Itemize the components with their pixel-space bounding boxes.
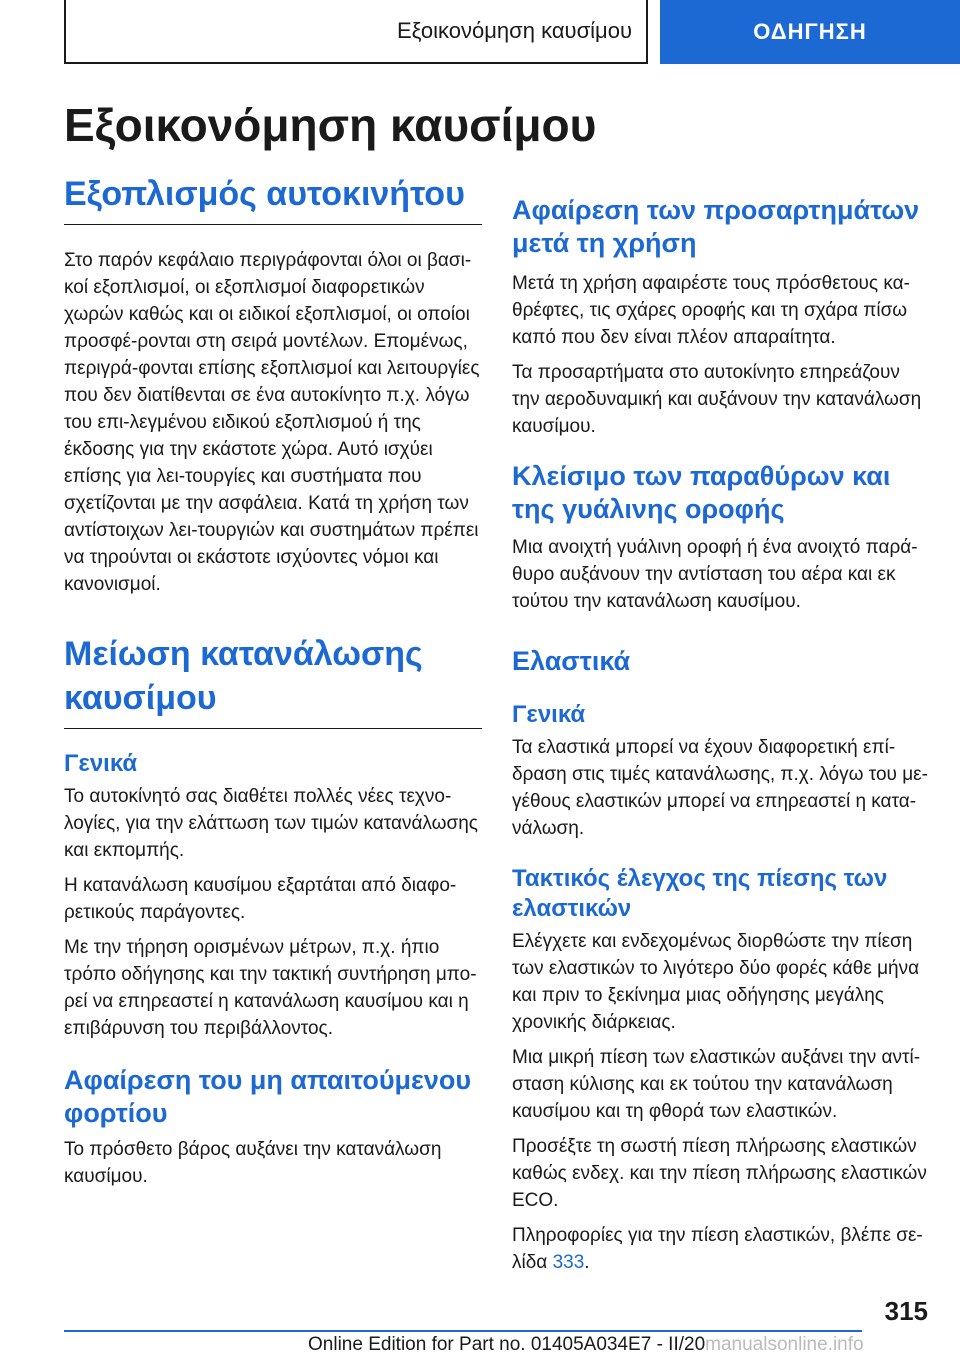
page-number: 315 — [884, 1296, 928, 1326]
tyre-pressure-p4-end: . — [584, 1252, 590, 1273]
reduction-general-p2: Η κατανάλωση καυσίμου εξαρτάται από διαφο-ρετικούς παράγοντες. — [64, 875, 457, 923]
attachments-heading: Αφαίρεση των προσαρτημάτων μετά τη χρήση — [512, 195, 920, 258]
chapter-tab-label: ΟΔΗΓΗΣΗ — [753, 19, 867, 44]
attachments-p1: Μετά τη χρήση αφαιρέστε τους πρόσθετους κα-θρέφτες, τις σχάρες οροφής και τη σχάρα πίσω καπό που δεν είναι πλέον απαραίτητα. — [512, 273, 910, 348]
footer-watermark: manualsonline.info — [705, 1334, 864, 1355]
tyre-pressure-p4 — [512, 1222, 930, 1276]
load-text: Το πρόσθετο βάρος αυξάνει την κατανάλωση καυσίμου. — [64, 1139, 442, 1187]
footer-divider — [64, 1330, 862, 1332]
attachments-p2: Τα προσαρτήματα στο αυτοκίνητο επηρεάζουν την αεροδυναμική και αυξάνουν την κατανάλωση καυσίμου. — [512, 362, 922, 437]
tyre-pressure-heading: Τακτικός έλεγχος της πίεσης των ελαστικών — [512, 865, 888, 922]
tyres-general-text: Τα ελαστικά μπορεί να έχουν διαφορετική επί-δραση στις τιμές κατανάλωσης, π.χ. λόγω του με-γέθους ελαστικών μπορεί να επηρεαστεί η κατα-νάλωση. — [512, 737, 928, 839]
tyre-pressure-p3: Προσέξτε τη σωστή πίεση πλήρωσης ελαστικών καθώς ενδεχ. και την πίεση πλήρωσης ελαστικών ECO. — [512, 1136, 927, 1211]
chapter-tab[interactable] — [660, 0, 960, 64]
equipment-heading: Εξοπλισμός αυτοκινήτου — [64, 172, 482, 225]
equipment-paragraph: Στο παρόν κεφάλαιο περιγράφονται όλοι οι βασι-κοί εξοπλισμοί, οι εξοπλισμοί διαφορετικών χωρών καθώς και οι ειδικοί εξοπλισμοί, οι οποίοι προσφέ-ρονται στη σειρά μοντέλων. Επομένως, περιγρά-φονται επίσης εξοπλισμοί και λειτουργίες που δεν διατίθενται σε ένα αυτοκίνητο π.χ. λόγω του επι-λεγμένου ειδικού εξοπλισμού ή της έκδοσης για την εκάστοτε χώρα. Αυτό ισχύει επίσης για λει-τουργίες και συστήματα που σχετίζονται με την ασφάλεια. Κατά τη χρήση των αντίστοιχων λει-τουργιών και συστημάτων πρέπει να τηρούνται οι εκάστοτε ισχύοντες νόμοι και κανονισμοί. — [64, 250, 480, 595]
tyre-pressure-p1: Ελέγχετε και ενδεχομένως διορθώστε την πίεση των ελαστικών το λιγότερο δύο φορές κάθε μήνα και πριν το ξεκίνημα μιας οδήγησης μεγάλης χρονικής διάρκειας. — [512, 931, 920, 1033]
left-column — [64, 172, 482, 1190]
tyre-pressure-p2: Μια μικρή πίεση των ελαστικών αυξάνει την αντί-σταση κύλισης και εκ τούτου την κατανάλωση καυσίμου και τη φθορά των ελαστικών. — [512, 1047, 921, 1122]
tyres-general-heading: Γενικά — [512, 701, 586, 728]
page-title: Εξοικονόμηση καυσίμου — [64, 99, 597, 151]
windows-text: Μια ανοιχτή γυάλινη οροφή ή ένα ανοιχτό παρά-θυρο αυξάνουν την αντίσταση του αέρα και εκ τούτου την κατανάλωση καυσίμου. — [512, 537, 918, 612]
footer-edition-text: Online Edition for Part no. 01405A034E7 - II/20 — [308, 1334, 706, 1355]
reduction-general-p3: Με την τήρηση ορισμένων μέτρων, π.χ. ήπιο τρόπο οδήγησης και την τακτική συντήρηση μπο-ρεί να επηρεαστεί η κατανάλωση καυσίμου και η επιβάρυνση του περιβάλλοντος. — [64, 937, 477, 1039]
reduction-heading: Μείωση κατανάλωσης καυσίμου — [64, 632, 482, 729]
windows-heading: Κλείσιμο των παραθύρων και της γυάλινης οροφής — [512, 461, 891, 524]
page-reference-link[interactable]: 333 — [552, 1252, 585, 1273]
reduction-general-p1: Το αυτοκίνητό σας διαθέτει πολλές νέες τεχνο-λογίες, για την ελάττωση των τιμών κατανάλωσης και εκπομπής. — [64, 786, 478, 861]
header-section-title-text: Εξοικονόμηση καυσίμου — [397, 18, 632, 43]
header-section-title — [64, 0, 648, 64]
reduction-general-heading: Γενικά — [64, 750, 138, 777]
right-column — [512, 172, 930, 1276]
footer-edition — [308, 1334, 864, 1356]
tyres-heading: Ελαστικά — [512, 646, 631, 676]
load-heading: Αφαίρεση του μη απαιτούμενου φορτίου — [64, 1065, 472, 1128]
tyre-pressure-p4-text: Πληροφορίες για την πίεση ελαστικών, βλέπε σε-λίδα — [512, 1225, 923, 1273]
